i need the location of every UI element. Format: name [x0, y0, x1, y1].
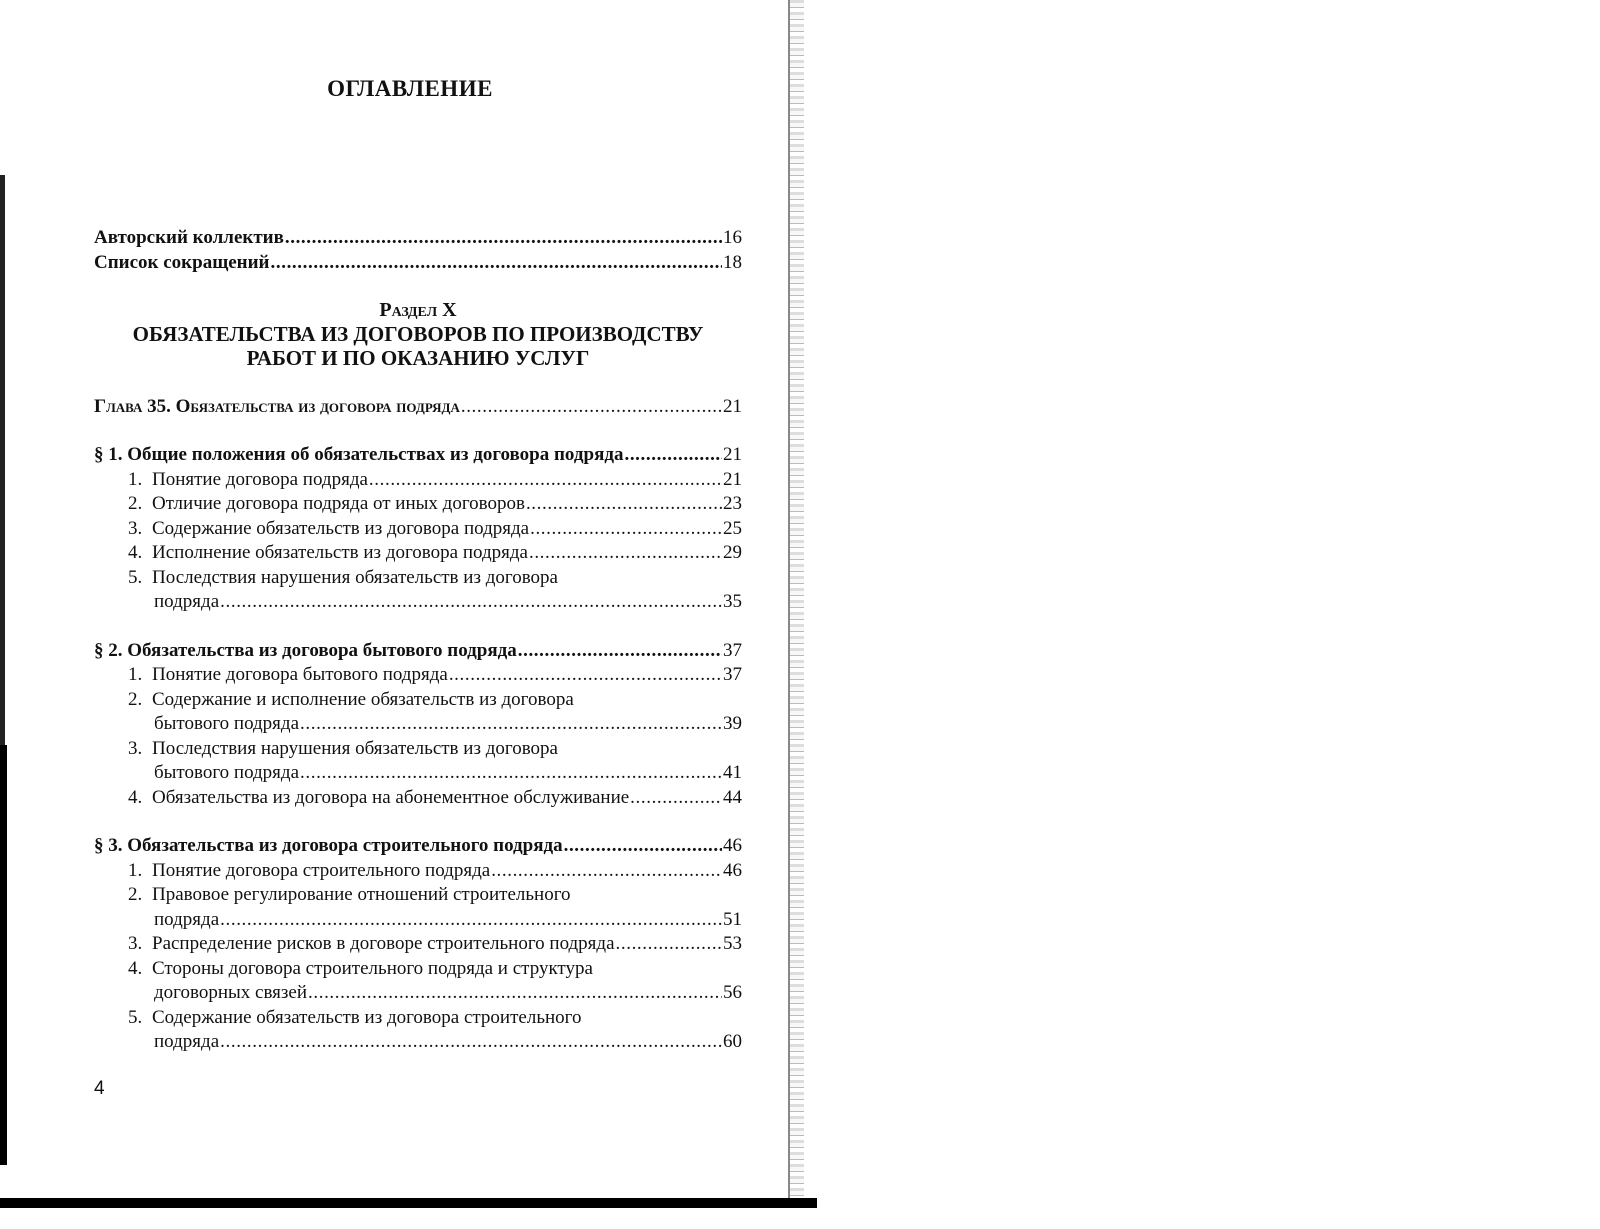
toc-page-number: 46 — [723, 835, 742, 856]
toc-page-number: 35 — [723, 591, 742, 612]
toc-item-entry[interactable] — [94, 663, 742, 688]
item-label — [128, 468, 368, 493]
toc-item-line[interactable] — [94, 566, 742, 591]
leader-dots — [369, 468, 722, 493]
leader-dots — [564, 834, 722, 859]
item-text: Содержание обязательств из договора подряда — [152, 517, 530, 539]
spacer — [94, 810, 742, 834]
item-text: Правовое регулирование отношений строительного — [152, 884, 571, 905]
toc-page-number: 51 — [723, 908, 742, 930]
item-number: 1. — [128, 468, 143, 490]
item-number: 4. — [128, 786, 143, 808]
item-text-continued: бытового подряда — [154, 762, 300, 783]
item-number: 1. — [128, 664, 143, 685]
toc-paragraph-entry[interactable] — [94, 639, 742, 664]
toc-page-number: 29 — [723, 542, 742, 563]
leader-dots — [285, 226, 722, 251]
paragraph-label: § 3. Обязательства из договора строительного подряда — [94, 835, 563, 856]
item-text: Содержание и исполнение обязательств из договора — [152, 688, 574, 710]
toc-chapter-entry[interactable] — [94, 395, 742, 420]
item-number: 5. — [128, 566, 143, 588]
section-title-line: ОБЯЗАТЕЛЬСТВА ИЗ ДОГОВОРОВ ПО ПРОИЗВОДСТВУ — [132, 322, 704, 346]
chapter-label: Глава 35. Обязательства из договора подряда — [94, 396, 460, 417]
toc-item-entry[interactable] — [94, 761, 742, 786]
toc-item-entry[interactable] — [94, 859, 742, 884]
leader-dots — [526, 492, 722, 517]
toc-front-matter — [94, 226, 742, 275]
toc-paragraph-block — [94, 443, 742, 615]
leader-dots — [449, 663, 722, 688]
leader-dots — [220, 1030, 722, 1055]
toc-item-entry[interactable] — [94, 541, 742, 566]
spacer — [94, 615, 742, 639]
page-title: ОГЛАВЛЕНИЕ — [327, 76, 493, 101]
toc-entry[interactable] — [94, 226, 742, 251]
item-text-continued: подряда — [154, 908, 220, 930]
item-text-continued: подряда — [154, 591, 220, 612]
item-number: 2. — [128, 688, 143, 710]
item-number: 3. — [128, 517, 143, 539]
toc-paragraph-block — [94, 639, 742, 811]
item-text: Понятие договора строительного подряда — [152, 859, 491, 881]
item-number: 2. — [128, 493, 143, 514]
item-text: Исполнение обязательств из договора подряда — [152, 542, 528, 563]
toc-item-entry[interactable] — [94, 981, 742, 1006]
item-text: Обязательства из договора на абонементное обслуживание — [152, 786, 630, 808]
item-label — [128, 932, 615, 957]
item-number: 1. — [128, 859, 143, 881]
leader-dots — [461, 395, 722, 420]
item-text: Отличие договора подряда от иных договоров — [152, 493, 525, 514]
toc-page-number: 37 — [723, 639, 742, 661]
toc-item-entry[interactable] — [94, 1030, 742, 1055]
item-text: Стороны договора строительного подряда и структура — [152, 957, 593, 979]
toc-item-line[interactable] — [94, 737, 742, 762]
toc-item-line[interactable] — [94, 1006, 742, 1031]
item-label — [128, 541, 528, 566]
section-heading — [94, 298, 742, 370]
paragraph-label: § 2. Обязательства из договора бытового подряда — [94, 639, 517, 661]
page-number: 4 — [94, 1078, 105, 1099]
leader-dots — [300, 761, 722, 786]
toc-item-line[interactable] — [94, 688, 742, 713]
toc-page-number: 56 — [723, 982, 742, 1003]
item-text: Понятие договора бытового подряда — [152, 664, 448, 685]
toc-entry[interactable] — [94, 251, 742, 276]
toc-paragraph-block — [94, 834, 742, 1055]
toc-item-entry[interactable] — [94, 468, 742, 493]
item-text-continued: подряда — [154, 1031, 220, 1052]
item-number: 4. — [128, 957, 143, 979]
leader-dots — [308, 981, 722, 1006]
item-text: Понятие договора подряда — [152, 468, 368, 490]
leader-dots — [530, 517, 722, 542]
toc-page-number: 46 — [723, 859, 742, 881]
leader-dots — [624, 443, 722, 468]
toc-item-line[interactable] — [94, 957, 742, 982]
toc-paragraph-entry[interactable] — [94, 834, 742, 859]
item-label — [128, 859, 490, 884]
leader-dots — [529, 541, 722, 566]
leader-dots — [300, 712, 722, 737]
item-number: 2. — [128, 884, 143, 905]
leader-dots — [630, 786, 722, 811]
item-text-continued: договорных связей — [154, 982, 308, 1003]
leader-dots — [491, 859, 722, 884]
scan-edge-mark — [0, 745, 7, 1165]
item-label — [128, 492, 525, 517]
toc-page-number: 18 — [723, 251, 742, 273]
item-text-continued: бытового подряда — [154, 713, 300, 734]
item-number: 3. — [128, 737, 143, 759]
item-text: Последствия нарушения обязательств из договора — [152, 566, 558, 588]
toc-item-entry[interactable] — [94, 590, 742, 615]
paragraph-label: § 1. Общие положения об обязательствах из договора подряда — [94, 444, 624, 465]
leader-dots — [518, 639, 722, 664]
item-label — [128, 663, 448, 688]
leader-dots — [220, 908, 722, 933]
page-gutter — [788, 0, 804, 1205]
item-text: Содержание обязательств из договора строительного — [152, 1006, 582, 1028]
toc-page-number: 39 — [723, 713, 742, 734]
toc-paragraph-entry[interactable] — [94, 443, 742, 468]
toc-item-line[interactable] — [94, 883, 742, 908]
toc-item-entry[interactable] — [94, 786, 742, 811]
leader-dots — [220, 590, 722, 615]
section-title-line: РАБОТ И ПО ОКАЗАНИЮ УСЛУГ — [246, 346, 590, 370]
toc-item-entry[interactable] — [94, 517, 742, 542]
toc-entry-label: Список сокращений — [94, 251, 270, 273]
item-number: 3. — [128, 933, 143, 954]
item-text: Последствия нарушения обязательств из договора — [152, 737, 558, 759]
item-number: 5. — [128, 1006, 143, 1028]
toc-page-number: 37 — [723, 664, 742, 685]
toc-chapter — [94, 395, 742, 420]
item-label — [128, 786, 629, 811]
toc-page-number: 21 — [723, 396, 742, 417]
item-label — [128, 517, 529, 542]
toc-page-number: 21 — [723, 468, 742, 490]
toc-page-number: 41 — [723, 762, 742, 783]
toc-page-number: 60 — [723, 1031, 742, 1052]
item-number: 4. — [128, 542, 143, 563]
toc-item-entry[interactable] — [94, 492, 742, 517]
leader-dots — [271, 251, 722, 276]
toc-paragraphs — [94, 443, 742, 1055]
toc-item-entry[interactable] — [94, 712, 742, 737]
toc-page-number: 53 — [723, 933, 742, 954]
toc-page-number: 16 — [723, 227, 742, 248]
leader-dots — [616, 932, 722, 957]
toc-entry-label: Авторский коллектив — [94, 227, 284, 248]
section-label: Раздел X — [379, 299, 457, 321]
scan-bottom-edge — [0, 1198, 817, 1208]
item-text: Распределение рисков в договоре строительного подряда — [152, 933, 615, 954]
toc-page-number: 44 — [723, 786, 742, 808]
toc-page-number: 25 — [723, 517, 742, 539]
toc-page-number: 23 — [723, 493, 742, 514]
toc-page-number: 21 — [723, 444, 742, 465]
toc-item-entry[interactable] — [94, 908, 742, 933]
toc-item-entry[interactable] — [94, 932, 742, 957]
